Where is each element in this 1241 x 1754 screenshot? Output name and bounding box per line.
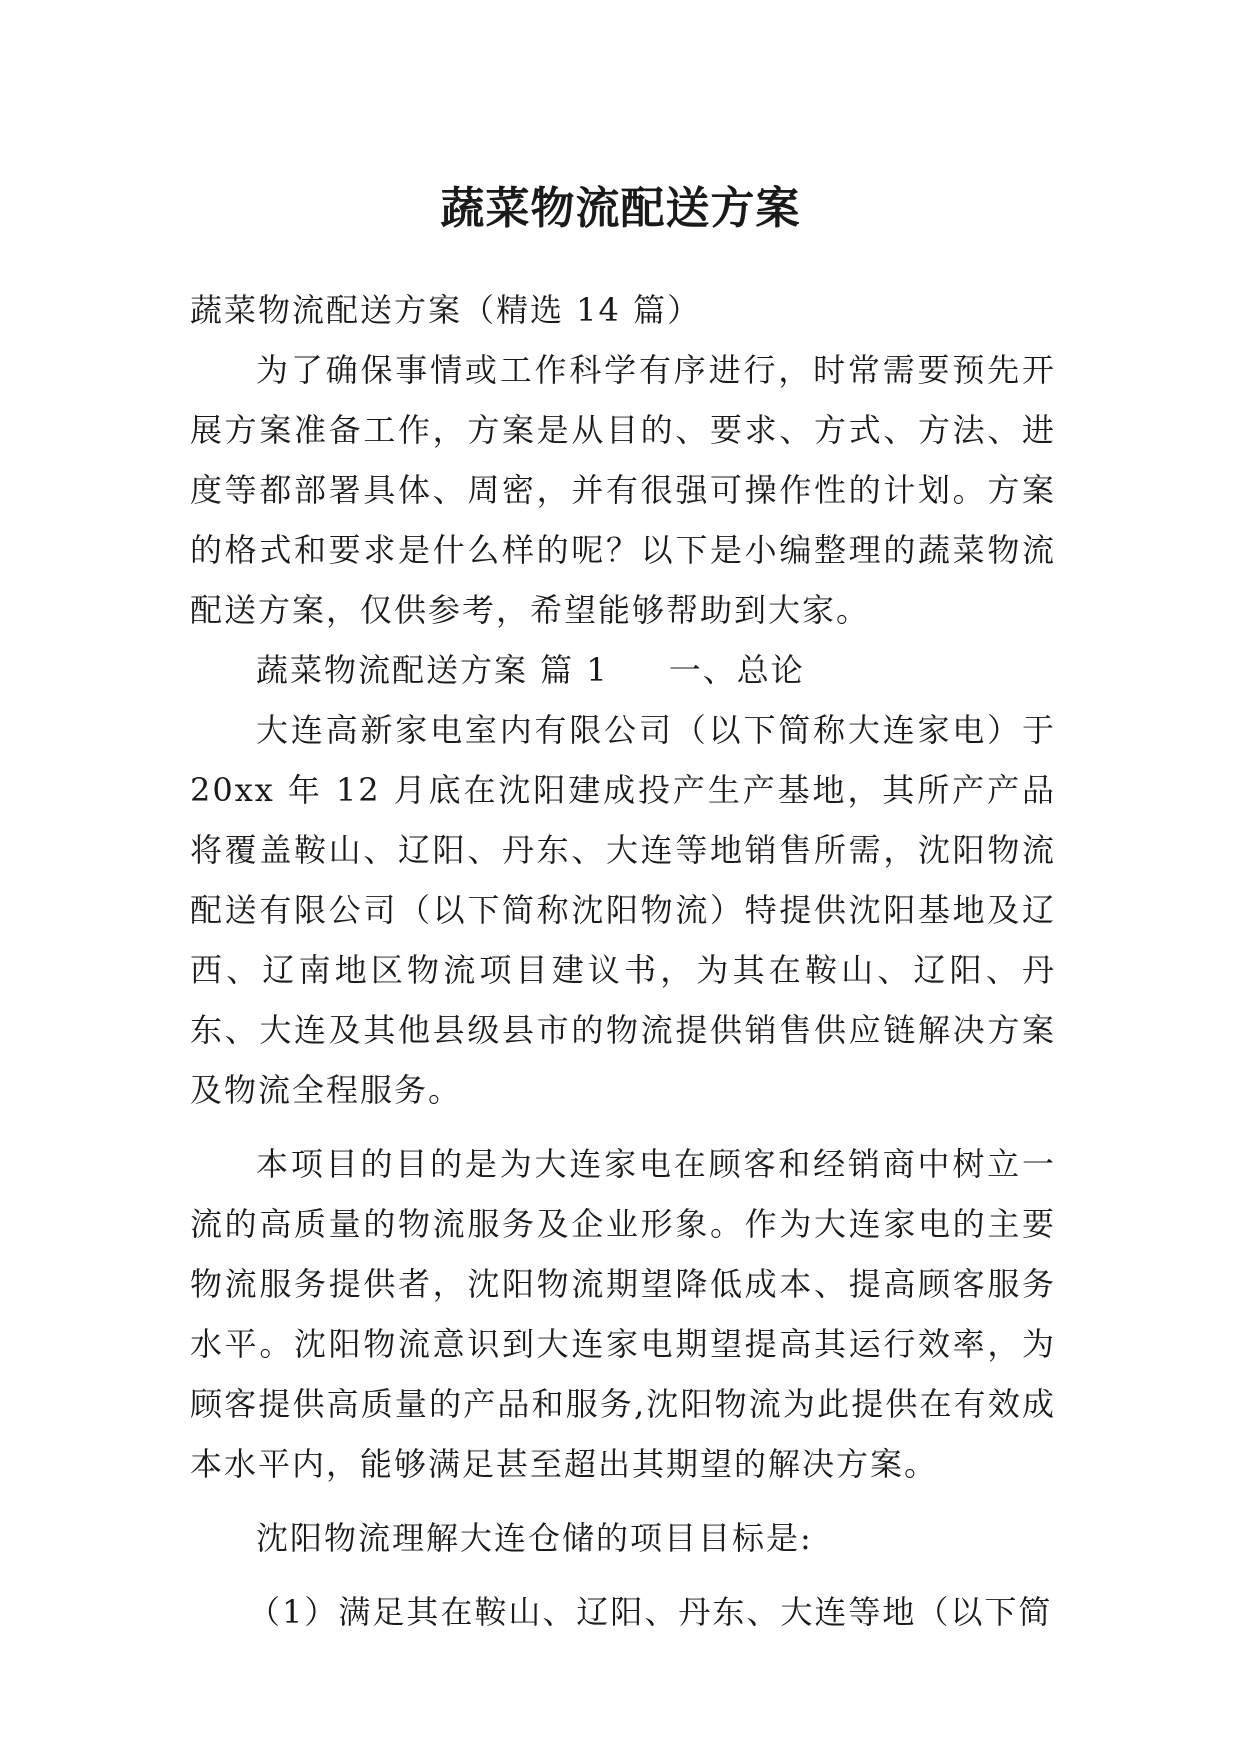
- document-title: 蔬菜物流配送方案: [440, 183, 801, 235]
- body-paragraph-2: 本项目的目的是为大连家电在顾客和经销商中树立一流的高质量的物流服务及企业形象。作为大连家电的主要物流服务提供者，沈阳物流期望降低成本、提高顾客服务水平。沈阳物流意识到大连家电期望提高其运行效率，为顾客提供高质量的产品和服务,沈阳物流为此提供在有效成本水平内，能够满足甚至超出其期望的解决方案。: [190, 1145, 1056, 1483]
- list-item-1: （1）满足其在鞍山、辽阳、丹东、大连等地（以下简: [248, 1593, 1053, 1631]
- section-label: 蔬菜物流配送方案 篇 1: [256, 651, 609, 689]
- body-paragraph-1: 大连高新家电室内有限公司（以下简称大连家电）于 20xx 年 12 月底在沈阳建成投产生产基地，其所产产品将覆盖鞍山、辽阳、丹东、大连等地销售所需，沈阳物流配送有限公司（以下简称沈阳物流）特提供沈阳基地及辽西、辽南地区物流项目建议书，为其在鞍山、辽阳、丹东、大连及其他县级县市的物流提供销售供应链解决方案及物流全程服务。: [190, 711, 1056, 1109]
- section-heading-line: [190, 640, 1056, 700]
- document-body: [190, 280, 1056, 1642]
- section-heading: 一、总论: [668, 651, 805, 689]
- body-paragraph-3: 沈阳物流理解大连仓储的项目目标是:: [256, 1519, 813, 1557]
- document-subtitle: 蔬菜物流配送方案（精选 14 篇）: [190, 291, 702, 329]
- intro-paragraph: 为了确保事情或工作科学有序进行，时常需要预先开展方案准备工作，方案是从目的、要求、方式、方法、进度等都部署具体、周密，并有很强可操作性的计划。方案的格式和要求是什么样的呢？以下是小编整理的蔬菜物流配送方案，仅供参考，希望能够帮助到大家。: [190, 351, 1056, 629]
